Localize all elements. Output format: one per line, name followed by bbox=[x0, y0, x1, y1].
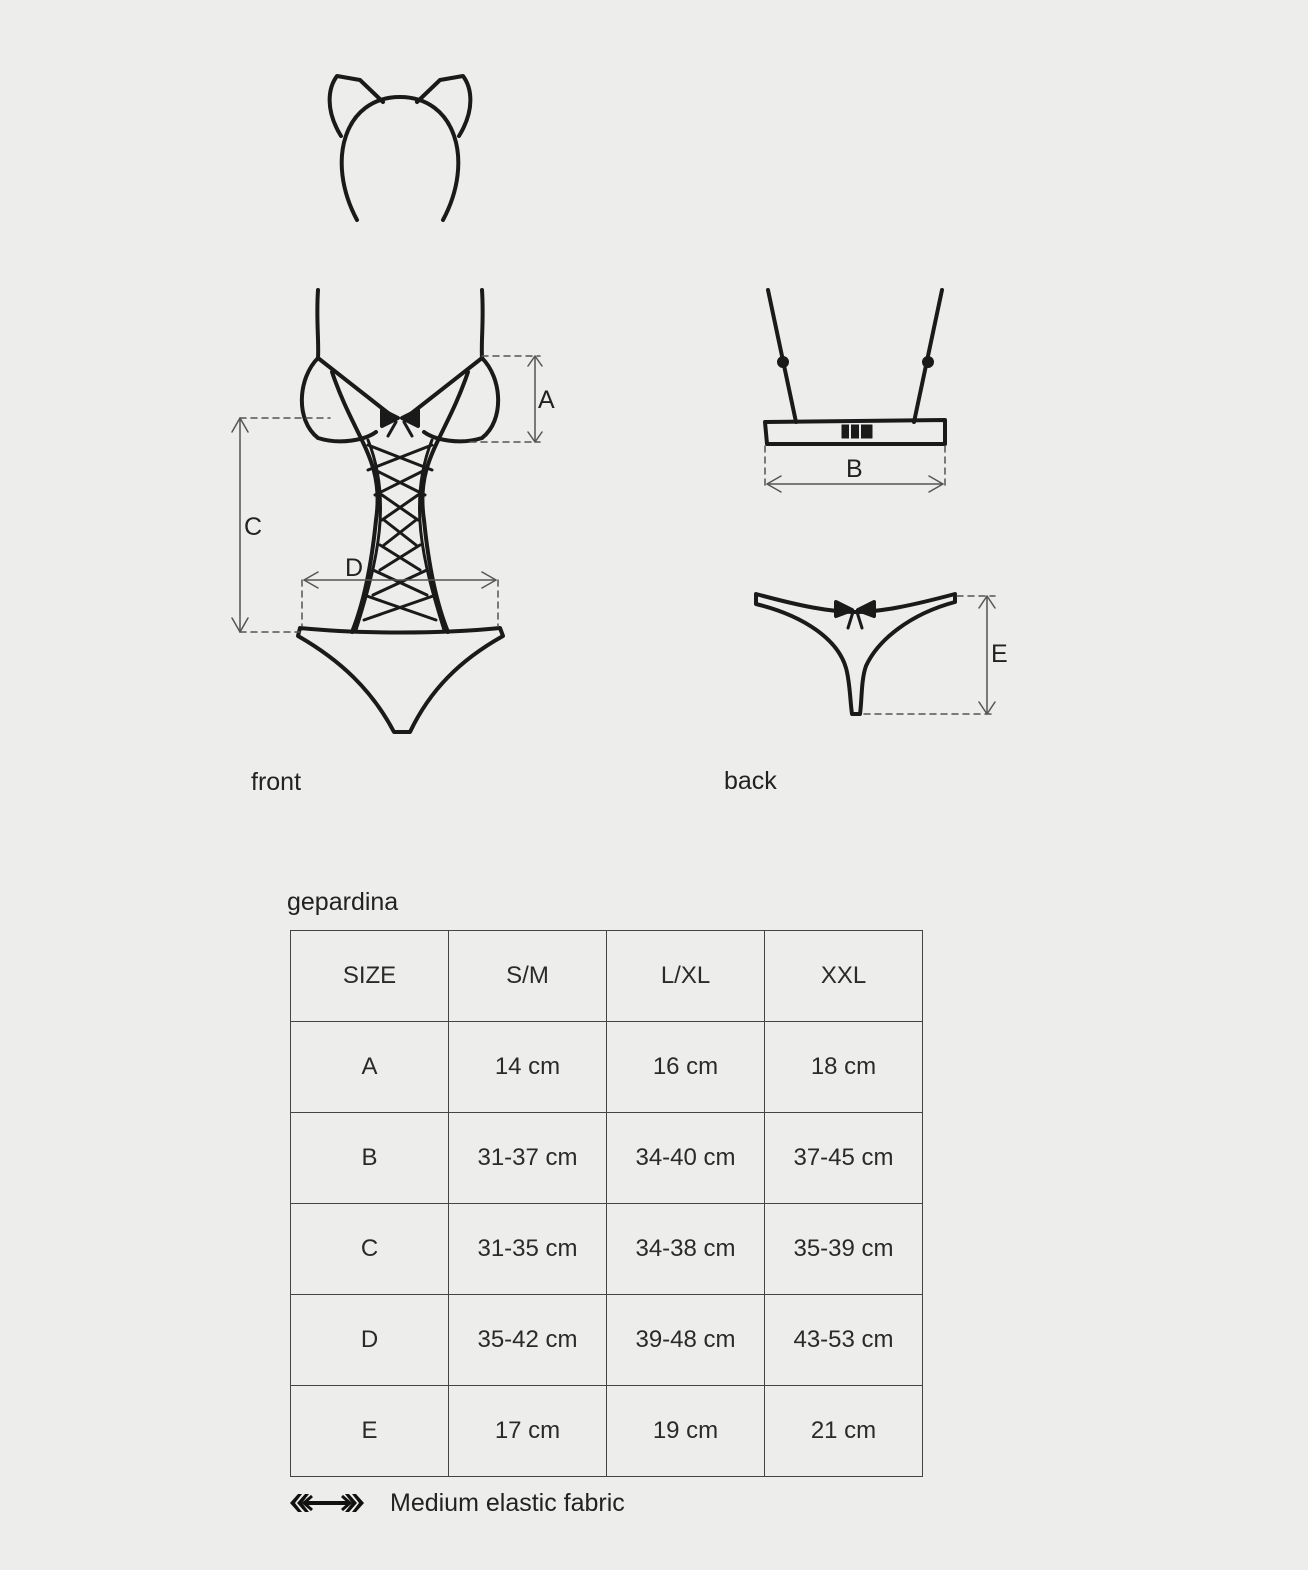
table-cell: 37-45 cm bbox=[765, 1113, 923, 1204]
table-cell: 43-53 cm bbox=[765, 1295, 923, 1386]
fabric-description: Medium elastic fabric bbox=[390, 1488, 625, 1517]
view-front-label: front bbox=[251, 768, 302, 796]
table-cell: 39-48 cm bbox=[607, 1295, 765, 1386]
table-cell: 18 cm bbox=[765, 1022, 923, 1113]
table-cell: 35-39 cm bbox=[765, 1204, 923, 1295]
table-cell: A bbox=[291, 1022, 449, 1113]
label-e: E bbox=[991, 640, 1008, 668]
label-c: C bbox=[244, 513, 263, 541]
table-cell: 34-38 cm bbox=[607, 1204, 765, 1295]
table-header-cell: XXL bbox=[765, 931, 923, 1022]
table-header-cell: L/XL bbox=[607, 931, 765, 1022]
table-cell: 14 cm bbox=[449, 1022, 607, 1113]
table-row bbox=[291, 1022, 923, 1113]
front-measure-arrows bbox=[232, 356, 542, 632]
table-cell: 34-40 cm bbox=[607, 1113, 765, 1204]
fabric-note bbox=[288, 1486, 625, 1520]
back-thong-measure bbox=[864, 596, 995, 714]
table-cell: 19 cm bbox=[607, 1386, 765, 1477]
label-a: A bbox=[538, 386, 555, 414]
table-cell: 21 cm bbox=[765, 1386, 923, 1477]
table-header-row bbox=[291, 931, 923, 1022]
table-cell: 35-42 cm bbox=[449, 1295, 607, 1386]
table-cell: 17 cm bbox=[449, 1386, 607, 1477]
label-b: B bbox=[846, 455, 863, 483]
bodysuit-front-drawing bbox=[298, 290, 503, 732]
view-back-label: back bbox=[724, 767, 777, 795]
table-header-cell: SIZE bbox=[291, 931, 449, 1022]
table-row bbox=[291, 1386, 923, 1477]
front-measure-lines bbox=[240, 356, 540, 632]
headband-drawing bbox=[330, 76, 471, 220]
table-cell: 16 cm bbox=[607, 1022, 765, 1113]
table-cell: 31-37 cm bbox=[449, 1113, 607, 1204]
thong-back-drawing bbox=[756, 594, 955, 714]
table-header-cell: S/M bbox=[449, 931, 607, 1022]
product-name: gepardina bbox=[287, 888, 399, 916]
table-cell: C bbox=[291, 1204, 449, 1295]
table-row bbox=[291, 1295, 923, 1386]
table-cell: E bbox=[291, 1386, 449, 1477]
table-row bbox=[291, 1113, 923, 1204]
table-cell: B bbox=[291, 1113, 449, 1204]
table-cell: 31-35 cm bbox=[449, 1204, 607, 1295]
label-d: D bbox=[345, 554, 364, 582]
table-cell: D bbox=[291, 1295, 449, 1386]
elastic-arrow-icon bbox=[288, 1491, 366, 1515]
size-table bbox=[290, 930, 923, 1477]
bra-back-drawing bbox=[765, 290, 945, 444]
table-row bbox=[291, 1204, 923, 1295]
